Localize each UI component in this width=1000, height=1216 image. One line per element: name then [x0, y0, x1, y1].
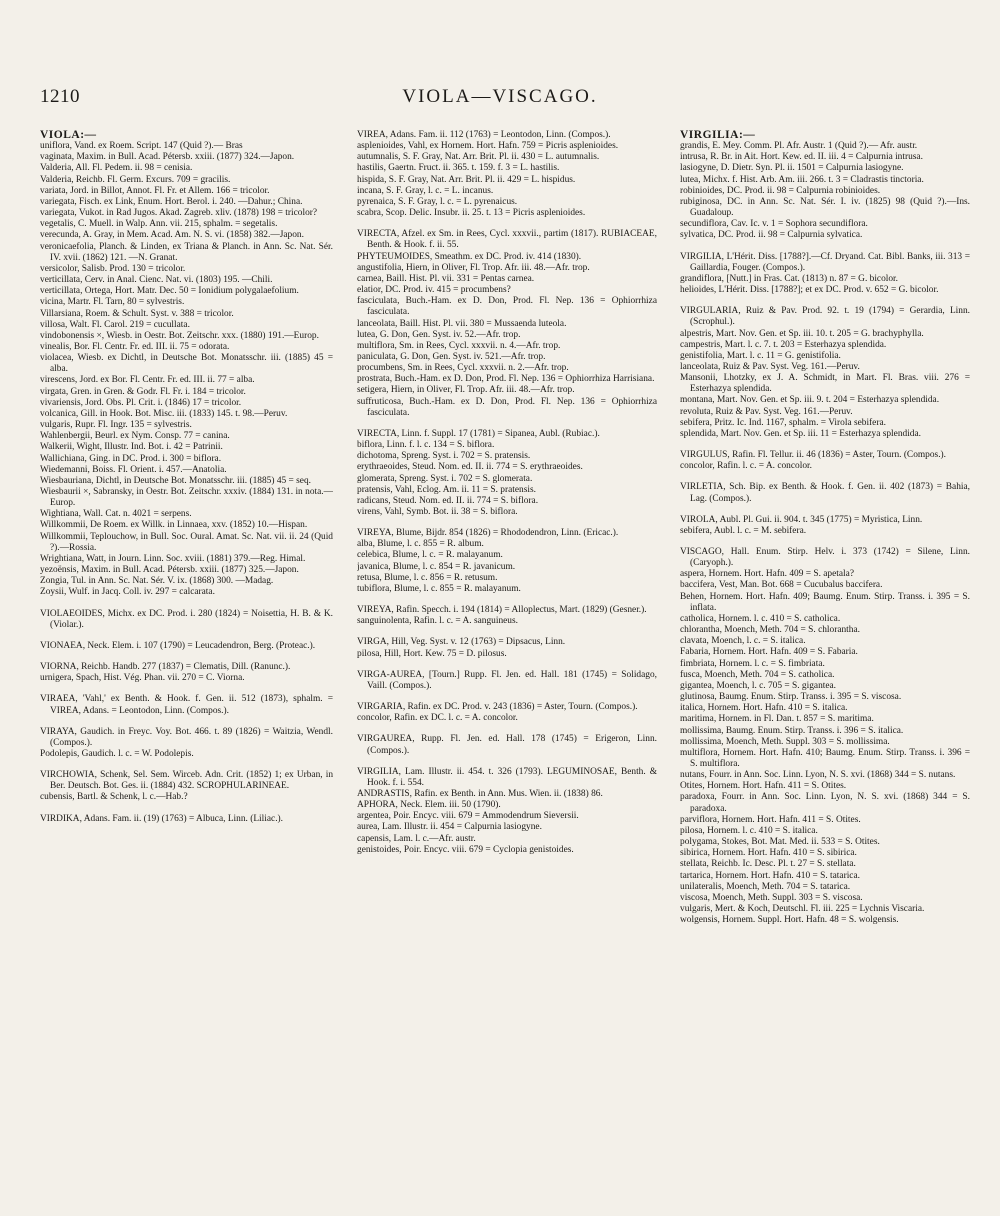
dictionary-entry: VIRCHOWIA, Schenk, Sel. Sem. Wirceb. Adn. Crit. (1852) 1; ex Urban, in Ber. Deutsch. Bot. Ges. ii. (1884) 432. SCROPHULARINEAE. [40, 770, 333, 792]
dictionary-entry: tartarica, Hornem. Hort. Hafn. 410 = S. tatarica. [680, 870, 860, 881]
dictionary-entry: viscosa, Moench, Meth. Suppl. 303 = S. viscosa. [680, 892, 863, 903]
dictionary-entry: Valderia, All. Fl. Pedem. ii. 98 = cenisia. [40, 163, 193, 174]
dictionary-entry: lanceolata, Ruiz & Pav. Syst. Veg. 161.—Peruv. [680, 361, 860, 372]
dictionary-entry: VIRGILIA, Lam. Illustr. ii. 454. t. 326 (1793). LEGUMINOSAE, Benth. & Hook. f. i. 554. [357, 766, 657, 788]
dictionary-entry: VIRAYA, Gaudich. in Freyc. Voy. Bot. 466. t. 89 (1826) = Waitzia, Wendl. (Compos.). [40, 726, 333, 748]
dictionary-entry: prostrata, Buch.-Ham. ex D. Don, Prod. Fl. Nep. 136 = Ophiorrhiza Harrisiana. [357, 374, 655, 385]
dictionary-entry: lutea, Michx. f. Hist. Arb. Am. iii. 266. t. 3 = Cladrastis tinctoria. [680, 174, 924, 185]
page-header [40, 86, 960, 110]
dictionary-entry: ANDRASTIS, Rafin. ex Benth. in Ann. Mus. Wien. ii. (1838) 86. [357, 788, 603, 799]
dictionary-entry: tubiflora, Blume, l. c. 855 = R. malayanum. [357, 583, 521, 594]
dictionary-entry: virgata, Gren. in Gren. & Godr. Fl. Fr. i. 184 = tricolor. [40, 386, 246, 397]
dictionary-entry: VIRGA, Hill, Veg. Syst. v. 12 (1763) = Dipsacus, Linn. [357, 637, 566, 648]
dictionary-entry: vegetalis, C. Muell. in Walp. Ann. vii. 215, sphalm. = segetalis. [40, 219, 278, 230]
dictionary-entry: fusca, Moench, Meth. 704 = S. catholica. [680, 669, 835, 680]
dictionary-entry: multiflora, Hornem. Hort. Hafn. 410; Baumg. Enum. Stirp. Transs. i. 396 = S. multiflora. [680, 747, 970, 769]
dictionary-entry: polygama, Stokes, Bot. Mat. Med. ii. 533 = S. Otites. [680, 837, 880, 848]
dictionary-entry: procumbens, Sm. in Rees, Cycl. xxxvii. n. 2.—Afr. trop. [357, 363, 569, 374]
dictionary-entry: nutans, Fourr. in Ann. Soc. Linn. Lyon, N. S. xvi. (1868) 344 = S. nutans. [680, 770, 956, 781]
dictionary-entry: grandis, E. Mey. Comm. Pl. Afr. Austr. 1 (Quid ?).— Afr. austr. [680, 141, 918, 152]
dictionary-entry: uniflora, Vand. ex Roem. Script. 147 (Quid ?).— Bras [40, 141, 243, 152]
dictionary-entry: VIRECTA, Linn. f. Suppl. 17 (1781) = Sipanea, Aubl. (Rubiac.). [357, 428, 600, 439]
dictionary-entry: Fabaria, Hornem. Hort. Hafn. 409 = S. Fabaria. [680, 647, 858, 658]
dictionary-entry: VIREYA, Rafin. Specch. i. 194 (1814) = Alloplectus, Mart. (1829) (Gesner.). [357, 605, 647, 616]
dictionary-entry: capensis, Lam. l. c.—Afr. austr. [357, 833, 476, 844]
dictionary-entry: unilateralis, Moench, Meth. 704 = S. tatarica. [680, 881, 851, 892]
dictionary-entry: campestris, Mart. l. c. 7. t. 203 = Esterhazya splendida. [680, 339, 887, 350]
dictionary-entry: VIREYA, Blume, Bijdr. 854 (1826) = Rhododendron, Linn. (Ericac.). [357, 528, 619, 539]
dictionary-entry: Wahlenbergii, Beurl. ex Nym. Consp. 77 = canina. [40, 431, 230, 442]
running-title: VIOLA—VISCAGO. [402, 86, 598, 107]
dictionary-entry: vinealis, Bor. Fl. Centr. Fr. ed. III. ii. 75 = odorata. [40, 341, 230, 352]
dictionary-entry: VIORNA, Reichb. Handb. 277 (1837) = Clematis, Dill. (Ranunc.). [40, 662, 291, 673]
section-heading: VIOLA:— [40, 130, 97, 141]
dictionary-entry: Wiesbauriana, Dichtl, in Deutsche Bot. Monatsschr. iii. (1885) 45 = seq. [40, 475, 312, 486]
dictionary-entry: Wrightiana, Watt, in Journ. Linn. Soc. xviii. (1881) 379.—Reg. Himal. [40, 553, 306, 564]
dictionary-entry: hastilis, Gaertn. Fruct. ii. 365. t. 159. f. 3 = L. hastilis. [357, 163, 560, 174]
dictionary-entry: revoluta, Ruiz & Pav. Syst. Veg. 161.—Peruv. [680, 406, 853, 417]
dictionary-entry: VIRGARIA, Rafin. ex DC. Prod. v. 243 (1836) = Aster, Tourn. (Compos.). [357, 702, 638, 713]
dictionary-entry: parviflora, Hornem. Hort. Hafn. 411 = S. Otites. [680, 814, 861, 825]
dictionary-entry: incana, S. F. Gray, l. c. = L. incanus. [357, 185, 494, 196]
dictionary-entry: fimbriata, Hornem. l. c. = S. fimbriata. [680, 658, 825, 669]
dictionary-entry: variegata, Vukot. in Rad Jugos. Akad. Zagreb. xliv. (1878) 198 = tricolor? [40, 208, 318, 219]
dictionary-entry: vulgaris, Mert. & Koch, Deutschl. Fl. iii. 225 = Lychnis Viscaria. [680, 904, 925, 914]
dictionary-entry: verticillata, Ortega, Hort. Matr. Dec. 50 = Ionidium polygalaefolium. [40, 286, 299, 297]
dictionary-entry: genistoides, Poir. Encyc. viii. 679 = Cyclopia genistoides. [357, 844, 574, 855]
dictionary-entry: VIRGAUREA, Rupp. Fl. Jen. ed. Hall. 178 (1745) = Erigeron, Linn. (Compos.). [357, 734, 657, 756]
dictionary-entry: radicans, Steud. Nom. ed. II. ii. 774 = S. biflora. [357, 495, 539, 506]
dictionary-entry: VIRGULARIA, Ruiz & Pav. Prod. 92. t. 19 (1794) = Gerardia, Linn. (Scrophul.). [680, 306, 970, 328]
dictionary-entry: mollissima, Moench, Meth. Suppl. 303 = S. mollissima. [680, 736, 890, 747]
dictionary-entry: chlorantha, Moench, Meth. 704 = S. chlorantha. [680, 625, 860, 636]
dictionary-entry: verecunda, A. Gray, in Mem. Acad. Am. N. S. vi. (1858) 382.—Japon. [40, 230, 304, 241]
dictionary-entry: lanceolata, Baill. Hist. Pl. vii. 380 = Mussaenda luteola. [357, 318, 567, 329]
dictionary-entry: sylvatica, DC. Prod. ii. 98 = Calpurnia sylvatica. [680, 230, 863, 241]
dictionary-entry: versicolor, Salisb. Prod. 130 = tricolor. [40, 263, 186, 274]
dictionary-entry: elatior, DC. Prod. iv. 415 = procumbens? [357, 285, 511, 296]
dictionary-entry: villosa, Walt. Fl. Carol. 219 = cucullata. [40, 319, 190, 330]
page-number: 1210 [40, 86, 80, 107]
dictionary-entry: gigantea, Moench, l. c. 705 = S. gigantea. [680, 680, 837, 691]
dictionary-entry: Wiedemanni, Boiss. Fl. Orient. i. 457.—Anatolia. [40, 464, 227, 475]
dictionary-entry: Willkommii, De Roem. ex Willk. in Linnaea, xxv. (1852) 10.—Hispan. [40, 520, 308, 531]
column-1 [40, 130, 333, 1196]
dictionary-entry: vicina, Martr. Fl. Tarn, 80 = sylvestris. [40, 297, 185, 308]
dictionary-entry: Valderia, Reichb. Fl. Germ. Excurs. 709 = gracilis. [40, 174, 231, 185]
dictionary-entry: lutea, G. Don, Gen. Syst. iv. 52.—Afr. trop. [357, 329, 521, 340]
dictionary-entry: biflora, Linn. f. l. c. 134 = S. biflora. [357, 440, 495, 451]
dictionary-entry: sebifera, Pritz. Ic. Ind. 1167, sphalm. = Virola sebifera. [680, 417, 886, 428]
dictionary-entry: mollissima, Baumg. Enum. Stirp. Transs. i. 396 = S. italica. [680, 725, 904, 736]
dictionary-entry: sanguinolenta, Rafin. l. c. = A. sanguineus. [357, 616, 518, 627]
dictionary-entry: concolor, Rafin. ex DC. l. c. = A. concolor. [357, 713, 518, 724]
dictionary-entry: robinioides, DC. Prod. ii. 98 = Calpurnia robinioides. [680, 185, 881, 196]
dictionary-entry: catholica, Hornem. l. c. 410 = S. catholica. [680, 613, 841, 624]
dictionary-entry: glutinosa, Baumg. Enum. Stirp. Transs. i. 395 = S. viscosa. [680, 692, 902, 703]
dictionary-entry: veronicaefolia, Planch. & Linden, ex Triana & Planch. in Ann. Sc. Nat. Sér. IV. xvii. (1862) 121. —N. Granat. [40, 241, 333, 263]
dictionary-entry: paradoxa, Fourr. in Ann. Soc. Linn. Lyon, N. S. xvi. (1868) 344 = S. paradoxa. [680, 792, 970, 814]
dictionary-entry: VIRDIKA, Adans. Fam. ii. (19) (1763) = Albuca, Linn. (Liliac.). [40, 813, 284, 824]
dictionary-entry: maritima, Hornem. in Fl. Dan. t. 857 = S. maritima. [680, 714, 874, 725]
dictionary-entry: Mansonii, Lhotzky, ex J. A. Schmidt, in Mart. Fl. Bras. viii. 276 = Esterhazya splendida. [680, 373, 970, 395]
dictionary-entry: Wiesbaurii ×, Sabransky, in Oestr. Bot. Zeitschr. xxxiv. (1884) 131. in nota.—Europ. [40, 487, 333, 509]
dictionary-entry: intrusa, R. Br. in Ait. Hort. Kew. ed. II. iii. 4 = Calpurnia intrusa. [680, 152, 923, 163]
dictionary-entry: setigera, Hiern, in Oliver, Fl. Trop. Afr. iii. 48.—Afr. trop. [357, 385, 575, 396]
section-heading: VIRGILIA:— [680, 130, 756, 141]
dictionary-entry: suffruticosa, Buch.-Ham. ex D. Don, Prod. Fl. Nep. 136 = Ophiorrhiza fasciculata. [357, 396, 657, 418]
dictionary-entry: APHORA, Neck. Elem. iii. 50 (1790). [357, 800, 501, 811]
dictionary-entry: VIOLAEOIDES, Michx. ex DC. Prod. i. 280 (1824) = Noisettia, H. B. & K. (Violar.). [40, 608, 333, 630]
dictionary-entry: VIRGULUS, Rafin. Fl. Tellur. ii. 46 (1836) = Aster, Tourn. (Compos.). [680, 450, 947, 461]
dictionary-entry: virescens, Jord. ex Bor. Fl. Centr. Fr. ed. III. ii. 77 = alba. [40, 375, 255, 386]
dictionary-entry: Wightiana, Wall. Cat. n. 4021 = serpens. [40, 509, 192, 520]
dictionary-entry: italica, Hornem. Hort. Hafn. 410 = S. italica. [680, 703, 848, 714]
dictionary-entry: helioides, L'Hérit. Diss. [1788?]; et ex DC. Prod. v. 652 = G. bicolor. [680, 285, 939, 296]
dictionary-entry: vivariensis, Jord. Obs. Pl. Crit. i. (1846) 17 = tricolor. [40, 397, 242, 408]
dictionary-entry: Willkommii, Teplouchow, in Bull. Soc. Oural. Amat. Sc. Nat. vii. ii. 24 (Quid ?).—Rossia. [40, 531, 333, 553]
dictionary-entry: Podolepis, Gaudich. l. c. = W. Podolepis. [40, 748, 194, 759]
dictionary-entry: asplenioides, Vahl, ex Hornem. Hort. Hafn. 759 = Picris asplenioides. [357, 141, 619, 152]
dictionary-entry: Zongia, Tul. in Ann. Sc. Nat. Sér. V. ix. (1868) 300. —Madag. [40, 576, 274, 587]
dictionary-entry: verticillata, Cerv. in Anal. Cienc. Nat. vi. (1803) 195. —Chili. [40, 275, 273, 286]
dictionary-entry: virens, Vahl, Symb. Bot. ii. 38 = S. biflora. [357, 507, 518, 517]
dictionary-entry: javanica, Blume, l. c. 854 = R. javanicum. [357, 561, 516, 572]
dictionary-entry: VIRLETIA, Sch. Bip. ex Benth. & Hook. f. Gen. ii. 402 (1873) = Bahia, Lag. (Compos.). [680, 482, 970, 504]
dictionary-entry: angustifolia, Hiern, in Oliver, Fl. Trop. Afr. iii. 48.—Afr. trop. [357, 262, 590, 273]
dictionary-entry: stellata, Reichb. Ic. Desc. Pl. t. 27 = S. stellata. [680, 859, 856, 870]
dictionary-entry: Walkerii, Wight, Illustr. Ind. Bot. i. 42 = Patrinii. [40, 442, 223, 453]
dictionary-entry: Behen, Hornem. Hort. Hafn. 409; Baumg. Enum. Stirp. Transs. i. 395 = S. inflata. [680, 591, 970, 613]
dictionary-entry: aspera, Hornem. Hort. Hafn. 409 = S. apetala? [680, 569, 854, 580]
dictionary-entry: pratensis, Vahl, Eclog. Am. ii. 11 = S. pratensis. [357, 484, 536, 495]
dictionary-entry: Wallichiana, Ging. in DC. Prod. i. 300 = biflora. [40, 453, 222, 464]
dictionary-entry: variegata, Fisch. ex Link, Enum. Hort. Berol. i. 240. —Dahur.; China. [40, 196, 303, 207]
dictionary-entry: erythraeoides, Steud. Nom. ed. II. ii. 774 = S. erythraeoides. [357, 462, 583, 473]
dictionary-entry: paniculata, G. Don, Gen. Syst. iv. 521.—Afr. trop. [357, 351, 546, 362]
dictionary-entry: clavata, Moench, l. c. = S. italica. [680, 636, 806, 647]
dictionary-entry: cubensis, Bartl. & Schenk, l. c.—Hab.? [40, 792, 188, 803]
dictionary-entry: lasiogyne, D. Dietr. Syn. Pl. ii. 1501 = Calpurnia lasiogyne. [680, 163, 904, 174]
dictionary-entry: VIREA, Adans. Fam. ii. 112 (1763) = Leontodon, Linn. (Compos.). [357, 130, 611, 140]
dictionary-entry: rubiginosa, DC. in Ann. Sc. Nat. Sér. I. iv. (1825) 98 (Quid ?).—Ins. Guadaloup. [680, 196, 970, 219]
dictionary-entry: VIRGA-AUREA, [Tourn.] Rupp. Fl. Jen. ed. Hall. 181 (1745) = Solidago, Vaill. (Compos.). [357, 669, 657, 691]
dictionary-entry: VIRAEA, 'Vahl,' ex Benth. & Hook. f. Gen. ii. 512 (1873), sphalm. = VIREA, Adans. = Leontodon, Linn. (Compos.). [40, 694, 333, 716]
dictionary-entry: hispida, S. F. Gray, Nat. Arr. Brit. Pl. ii. 429 = L. hispidus. [357, 174, 576, 185]
dictionary-entry: multiflora, Sm. in Rees, Cycl. xxxvii. n. 4.—Afr. trop. [357, 340, 561, 351]
dictionary-entry: alba, Blume, l. c. 855 = R. album. [357, 539, 484, 550]
dictionary-entry: pyrenaica, S. F. Gray, l. c. = L. pyrenaicus. [357, 196, 518, 207]
dictionary-entry: vulgaris, Rupr. Fl. Ingr. 135 = sylvestris. [40, 420, 192, 431]
dictionary-entry: autumnalis, S. F. Gray, Nat. Arr. Brit. Pl. ii. 430 = L. autumnalis. [357, 152, 600, 163]
dictionary-entry: VISCAGO, Hall. Enum. Stirp. Helv. i. 373 (1742) = Silene, Linn. (Caryoph.). [680, 547, 970, 569]
dictionary-entry: VIROLA, Aubl. Pl. Gui. ii. 904. t. 345 (1775) = Myristica, Linn. [680, 514, 923, 525]
dictionary-entry: violacea, Wiesb. ex Dichtl, in Deutsche Bot. Monatsschr. iii. (1885) 45 = alba. [40, 353, 333, 375]
dictionary-entry: PHYTEUMOIDES, Smeathm. ex DC. Prod. iv. 414 (1830). [357, 251, 582, 262]
dictionary-entry: vaginata, Maxim. in Bull. Acad. Pétersb. xxiii. (1877) 324.—Japon. [40, 152, 295, 163]
dictionary-entry: argentea, Poir. Encyc. viii. 679 = Ammodendrum Sieversii. [357, 811, 579, 822]
dictionary-entry: dichotoma, Spreng. Syst. i. 702 = S. pratensis. [357, 451, 531, 462]
dictionary-entry: glomerata, Spreng. Syst. i. 702 = S. glomerata. [357, 473, 533, 484]
dictionary-entry: variata, Jord. in Billot, Annot. Fl. Fr. et Allem. 166 = tricolor. [40, 185, 270, 196]
dictionary-entry: grandiflora, [Nutt.] in Fras. Cat. (1813) n. 87 = G. bicolor. [680, 273, 899, 284]
dictionary-entry: sibirica, Hornem. Hort. Hafn. 410 = S. sibirica. [680, 848, 857, 859]
dictionary-entry: aurea, Lam. Illustr. ii. 454 = Calpurnia lasiogyne. [357, 822, 542, 833]
dictionary-entry: baccifera, Vest, Man. Bot. 668 = Cucubalus baccifera. [680, 580, 883, 591]
dictionary-entry: celebica, Blume, l. c. = R. malayanum. [357, 550, 503, 561]
dictionary-entry: pilosa, Hornem. l. c. 410 = S. italica. [680, 825, 818, 836]
dictionary-entry: wolgensis, Hornem. Suppl. Hort. Hafn. 48 = S. wolgensis. [680, 915, 899, 926]
dictionary-entry: Otites, Hornem. Hort. Hafn. 411 = S. Otites. [680, 781, 847, 792]
dictionary-entry: volcanica, Gill. in Hook. Bot. Misc. iii. (1833) 145. t. 98.—Peruv. [40, 408, 288, 419]
dictionary-entry: Villarsiana, Roem. & Schult. Syst. v. 388 = tricolor. [40, 308, 234, 319]
dictionary-entry: splendida, Mart. Nov. Gen. et Sp. iii. 11 = Esterhazya splendida. [680, 428, 921, 439]
dictionary-entry: alpestris, Mart. Nov. Gen. et Sp. iii. 10. t. 205 = G. brachyphylla. [680, 328, 924, 339]
column-3 [680, 130, 970, 1196]
dictionary-entry: VIONAEA, Neck. Elem. i. 107 (1790) = Leucadendron, Berg. (Proteac.). [40, 640, 316, 651]
column-2 [357, 130, 657, 1196]
dictionary-entry: secundiflora, Cav. Ic. v. 1 = Sophora secundiflora. [680, 219, 868, 230]
dictionary-entry: genistifolia, Mart. l. c. 11 = G. genistifolia. [680, 350, 841, 361]
dictionary-entry: montana, Mart. Nov. Gen. et Sp. iii. 9. t. 204 = Esterhazya splendida. [680, 395, 940, 406]
dictionary-entry: carnea, Baill. Hist. Pl. vii. 331 = Pentas carnea. [357, 273, 535, 284]
dictionary-entry: fasciculata, Buch.-Ham. ex D. Don, Prod. Fl. Nep. 136 = Ophiorrhiza fasciculata. [357, 296, 657, 318]
dictionary-entry: Zoysii, Wulf. in Jacq. Coll. iv. 297 = calcarata. [40, 587, 215, 598]
dictionary-entry: sebifera, Aubl. l. c. = M. sebifera. [680, 525, 807, 536]
dictionary-entry: pilosa, Hill, Hort. Kew. 75 = D. pilosus. [357, 648, 507, 659]
dictionary-entry: concolor, Rafin. l. c. = A. concolor. [680, 461, 812, 472]
dictionary-entry: VIRECTA, Afzel. ex Sm. in Rees, Cycl. xxxvii., partim (1817). RUBIACEAE, Benth. & Hook. f. ii. 55. [357, 229, 657, 251]
dictionary-entry: urnigera, Spach, Hist. Vég. Phan. vii. 270 = C. Viorna. [40, 673, 245, 684]
dictionary-entry: VIRGILIA, L'Hérit. Diss. [1788?].—Cf. Dryand. Cat. Bibl. Banks, iii. 313 = Gaillardia, Fouger. (Compos.). [680, 251, 970, 273]
dictionary-entry: scabra, Scop. Delic. Insubr. ii. 25. t. 13 = Picris asplenioides. [357, 208, 586, 219]
dictionary-entry: yezoënsis, Maxim. in Bull. Acad. Pétersb. xxiii. (1877) 325.—Japon. [40, 565, 299, 576]
dictionary-entry: retusa, Blume, l. c. 856 = R. retusum. [357, 572, 498, 583]
dictionary-entry: vindobonensis ×, Wiesb. in Oestr. Bot. Zeitschr. xxx. (1880) 191.—Europ. [40, 330, 319, 341]
